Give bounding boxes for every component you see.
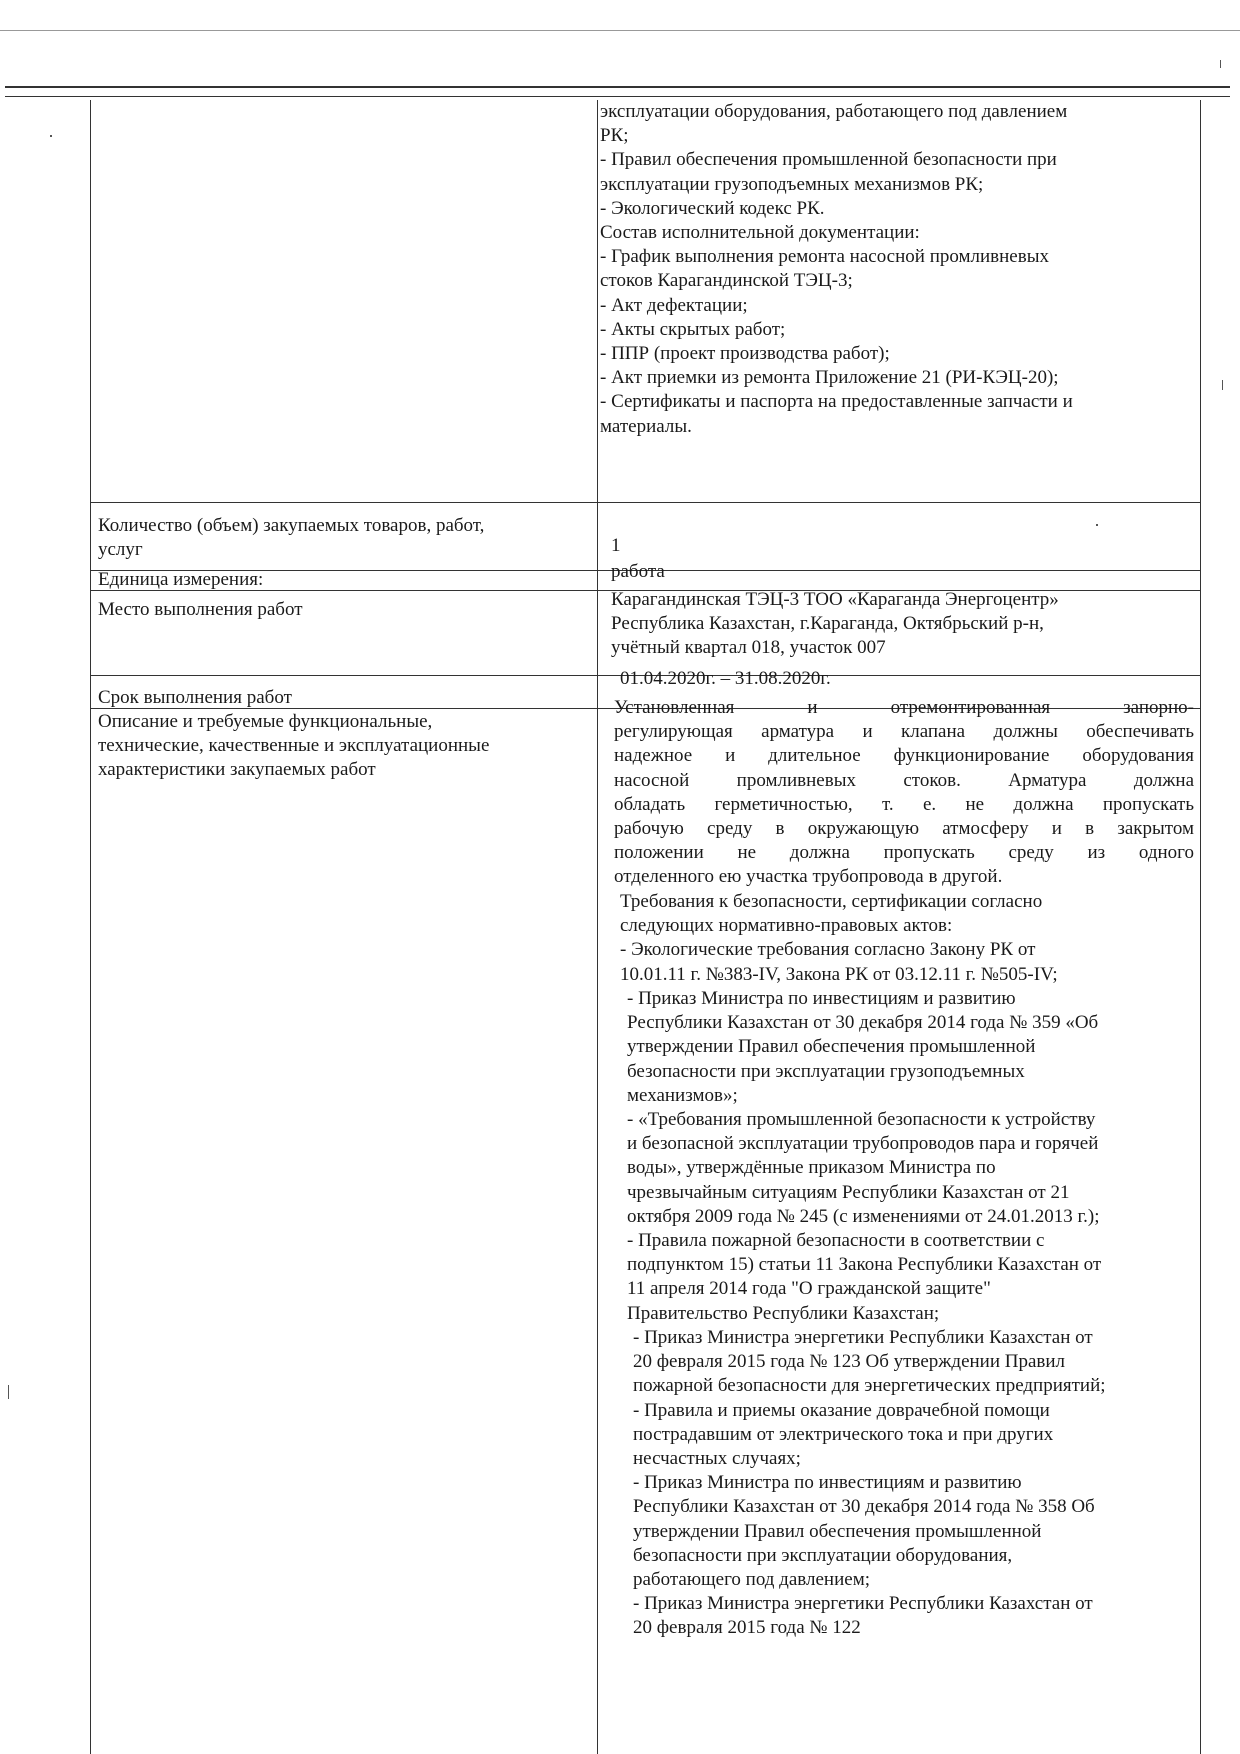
description-requirements-b-line: чрезвычайным ситуациям Республики Казахстан от 21 bbox=[627, 1181, 1070, 1203]
description-requirements-a-line: Требования к безопасности, сертификации согласно bbox=[620, 891, 1043, 912]
description-justified-line: обладать герметичностью, т. е. не должна пропускать bbox=[614, 793, 1194, 815]
description-requirements-b-line: Правительство Республики Казахстан; bbox=[627, 1302, 940, 1324]
description-justified-line: рабочую среду в окружающую атмосферу и в закрытом bbox=[614, 818, 1194, 840]
description-requirements-b-line: подпунктом 15) статьи 11 Закона Республики Казахстан от bbox=[627, 1254, 1102, 1276]
continued-requirements-line: - Акт приемки из ремонта Приложение 21 (РИ-КЭЦ-20); bbox=[600, 367, 1059, 389]
description-justified-line: положении не должна пропускать среду из одного bbox=[614, 842, 1194, 864]
description-requirements-c-text bbox=[633, 1326, 1106, 1641]
description-requirements-c-line: утверждении Правил обеспечения промышленной bbox=[633, 1520, 1042, 1542]
description-justified-text bbox=[614, 696, 1194, 890]
place-line-1: Карагандинская ТЭЦ-3 ТОО «Караганда Энергоцентр» bbox=[611, 589, 1059, 610]
description-requirements-b-text bbox=[627, 987, 1101, 1326]
place-label: Место выполнения работ bbox=[98, 599, 303, 620]
continued-requirements-line: эксплуатации грузоподъемных механизмов РК; bbox=[600, 173, 984, 195]
continued-requirements-line: стоков Карагандинской ТЭЦ-3; bbox=[600, 270, 853, 292]
continued-requirements-cell bbox=[600, 100, 1195, 439]
description-requirements-c-line: 20 февраля 2015 года № 123 Об утверждении Правил bbox=[633, 1351, 1066, 1373]
description-requirements-c-line: - Правила и приемы оказание доврачебной помощи bbox=[633, 1399, 1050, 1421]
continued-requirements-line: - Сертификаты и паспорта на предоставленные запчасти и bbox=[600, 391, 1073, 413]
description-requirements-b-line: 11 апреля 2014 года "О гражданской защите" bbox=[627, 1278, 991, 1300]
description-justified-line: регулирующая арматура и клапана должны обеспечивать bbox=[614, 721, 1194, 743]
term-value: 01.04.2020г. – 31.08.2020г. bbox=[620, 668, 831, 689]
continued-requirements-text bbox=[600, 100, 1195, 439]
description-justified-line: отделенного ею участка трубопровода в другой. bbox=[614, 866, 1003, 888]
table-left-border bbox=[90, 100, 91, 1754]
description-justified bbox=[614, 696, 1194, 890]
continued-requirements-line: - Экологический кодекс РК. bbox=[600, 197, 825, 219]
row-rule-1 bbox=[90, 502, 1201, 503]
continued-requirements-line: - Акт дефектации; bbox=[600, 294, 748, 316]
description-requirements-c-line: - Приказ Министра по инвестициям и развитию bbox=[633, 1472, 1022, 1494]
continued-requirements-line: - ППР (проект производства работ); bbox=[600, 343, 890, 365]
description-requirements-b-line: утверждении Правил обеспечения промышленной bbox=[627, 1036, 1036, 1058]
header-rule-thin bbox=[5, 96, 1230, 97]
header-rule-thick bbox=[5, 86, 1230, 88]
description-requirements-c-line: несчастных случаях; bbox=[633, 1448, 801, 1470]
description-label-line-2: технические, качественные и эксплуатационные bbox=[98, 735, 490, 757]
description-requirements-b-line: и безопасной эксплуатации трубопроводов пара и горячей bbox=[627, 1133, 1099, 1155]
continued-requirements-line: Состав исполнительной документации: bbox=[600, 222, 920, 244]
scan-speck bbox=[8, 1385, 9, 1399]
term-label: Срок выполнения работ bbox=[98, 687, 292, 708]
description-requirements-a-line: следующих нормативно-правовых актов: bbox=[620, 915, 953, 937]
description-requirements-b-line: Республики Казахстан от 30 декабря 2014 года № 359 «Об bbox=[627, 1012, 1099, 1034]
description-requirements-b-line: - Правила пожарной безопасности в соответствии с bbox=[627, 1230, 1045, 1252]
description-requirements-b-line: октября 2009 года № 245 (с изменениями от 24.01.2013 г.); bbox=[627, 1205, 1100, 1227]
quantity-label bbox=[98, 514, 484, 562]
description-requirements-b bbox=[627, 987, 1101, 1326]
description-requirements-a bbox=[620, 890, 1058, 987]
description-requirements-a-text bbox=[620, 890, 1058, 987]
header-rule-top bbox=[0, 30, 1240, 31]
description-justified-line: насосной промливневых стоков. Арматура должна bbox=[614, 769, 1194, 791]
place-value bbox=[611, 588, 1059, 661]
description-justified-line: Установленная и отремонтированная запорно- bbox=[614, 697, 1194, 718]
description-requirements-c-line: 20 февраля 2015 года № 122 bbox=[633, 1617, 861, 1639]
continued-requirements-line: материалы. bbox=[600, 415, 692, 437]
quantity-value: 1 bbox=[611, 535, 621, 556]
description-label bbox=[98, 710, 489, 783]
scan-speck bbox=[50, 135, 52, 137]
description-requirements-a-line: - Экологические требования согласно Закону РК от bbox=[620, 939, 1036, 961]
place-line-2: Республика Казахстан, г.Караганда, Октябрьский р-н, bbox=[611, 613, 1044, 635]
unit-value: работа bbox=[611, 561, 665, 582]
scan-speck bbox=[1222, 380, 1223, 390]
scan-speck bbox=[1096, 524, 1098, 526]
description-label-line-1: Описание и требуемые функциональные, bbox=[98, 711, 433, 732]
description-requirements-b-line: - Приказ Министра по инвестициям и развитию bbox=[627, 988, 1016, 1009]
continued-requirements-line: - Акты скрытых работ; bbox=[600, 318, 786, 340]
scan-speck bbox=[1220, 60, 1221, 68]
continued-requirements-line: - Правил обеспечения промышленной безопасности при bbox=[600, 149, 1057, 171]
description-requirements-b-line: воды», утверждённые приказом Министра по bbox=[627, 1157, 996, 1179]
unit-label: Единица измерения: bbox=[98, 569, 264, 590]
table-right-border bbox=[1200, 100, 1201, 1754]
table-column-divider bbox=[597, 100, 598, 1754]
description-requirements-c-line: безопасности при эксплуатации оборудования, bbox=[633, 1544, 1013, 1566]
continued-requirements-line: - График выполнения ремонта насосной промливневых bbox=[600, 246, 1049, 268]
description-justified-line: надежное и длительное функционирование оборудования bbox=[614, 745, 1194, 767]
continued-requirements-line: эксплуатации оборудования, работающего под давлением bbox=[600, 101, 1068, 122]
quantity-label-line-2: услуг bbox=[98, 539, 143, 561]
description-label-line-3: характеристики закупаемых работ bbox=[98, 759, 376, 781]
description-requirements-b-line: безопасности при эксплуатации грузоподъемных bbox=[627, 1060, 1025, 1082]
description-requirements-a-line: 10.01.11 г. №383-IV, Закона РК от 03.12.11 г. №505-IV; bbox=[620, 963, 1058, 985]
description-requirements-c-line: - Приказ Министра энергетики Республики Казахстан от bbox=[633, 1327, 1093, 1348]
quantity-label-line-1: Количество (объем) закупаемых товаров, работ, bbox=[98, 515, 485, 536]
description-requirements-b-line: - «Требования промышленной безопасности к устройству bbox=[627, 1109, 1096, 1131]
place-line-3: учётный квартал 018, участок 007 bbox=[611, 637, 886, 659]
description-requirements-c-line: пожарной безопасности для энергетических предприятий; bbox=[633, 1375, 1106, 1397]
description-requirements-c-line: пострадавшим от электрического тока и при других bbox=[633, 1423, 1054, 1445]
description-requirements-c-line: - Приказ Министра энергетики Республики Казахстан от bbox=[633, 1593, 1093, 1615]
continued-requirements-line: РК; bbox=[600, 125, 629, 147]
description-requirements-b-line: механизмов»; bbox=[627, 1084, 738, 1106]
description-requirements-c-line: работающего под давлением; bbox=[633, 1569, 870, 1591]
description-requirements-c bbox=[633, 1326, 1106, 1641]
description-requirements-c-line: Республики Казахстан от 30 декабря 2014 года № 358 Об bbox=[633, 1496, 1095, 1518]
